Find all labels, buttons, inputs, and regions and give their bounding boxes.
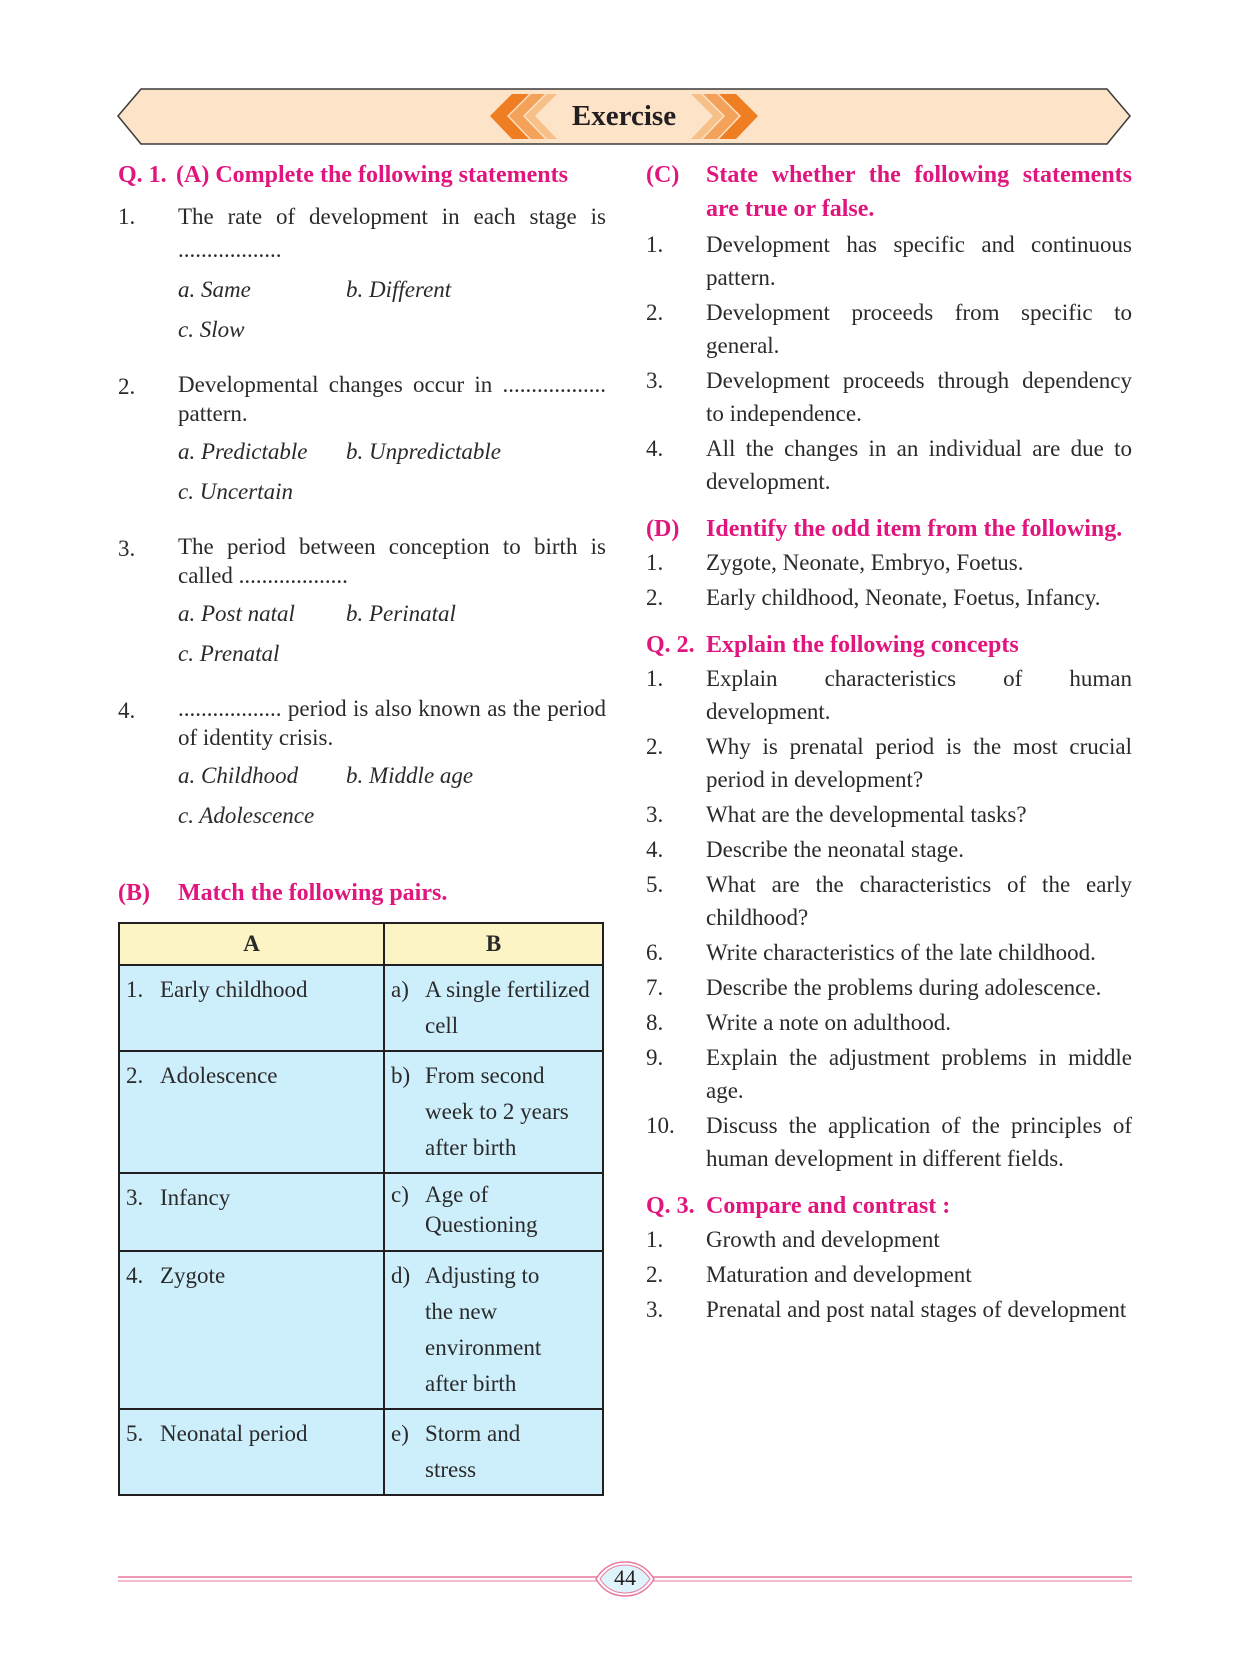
list-item: [646, 1006, 1132, 1039]
item-number: 1.: [646, 1227, 664, 1252]
q3-heading: [646, 1189, 1132, 1223]
item-number: 6.: [646, 940, 664, 965]
item-text: Early childhood, Neonate, Foetus, Infancy.: [706, 585, 1101, 610]
q2-label: Q. 2.: [646, 632, 695, 658]
option-a: a. Childhood: [178, 763, 299, 788]
partc-heading: [646, 158, 1132, 226]
item-number: 8.: [646, 1010, 664, 1035]
item-number: 9.: [646, 1045, 664, 1070]
b-text: Adjusting to the new environment after birth: [425, 1263, 542, 1396]
option-c: c. Uncertain: [178, 479, 293, 504]
partd-heading-text: Identify the odd item from the following.: [706, 516, 1123, 542]
left-column: [118, 158, 606, 1496]
table-row: [119, 1251, 603, 1409]
item-number: 2.: [646, 734, 664, 759]
item-text: Maturation and development: [706, 1262, 972, 1287]
item-number: 2.: [646, 1262, 664, 1287]
page-number: 44: [614, 1565, 636, 1590]
b-number: d): [391, 1263, 411, 1288]
match-table: [118, 922, 604, 1496]
item-number: 2.: [646, 300, 664, 325]
item-number: 7.: [646, 975, 664, 1000]
item-text: Describe the problems during adolescence.: [706, 975, 1102, 1000]
item-text: What are the developmental tasks?: [706, 802, 1027, 827]
b-number: c): [391, 1182, 409, 1207]
b-number: e): [391, 1421, 409, 1446]
item-number: 1.: [118, 204, 136, 229]
list-item: [646, 971, 1132, 1004]
item-text: Development proceeds through dependency to independence.: [706, 368, 1132, 426]
list-item: [646, 868, 1132, 934]
q1-heading-text: (A) Complete the following statements: [176, 162, 568, 188]
list-item: [646, 364, 1132, 430]
item-text: Explain the adjustment problems in middle age.: [706, 1045, 1132, 1103]
question-item: [118, 200, 606, 350]
a-number: 1.: [126, 977, 144, 1002]
table-header-row: [119, 923, 603, 965]
exercise-banner: [117, 88, 1131, 145]
match-heading-text: Match the following pairs.: [178, 880, 448, 906]
list-item: [646, 1293, 1132, 1326]
item-text: Growth and development: [706, 1227, 940, 1252]
list-item: [646, 730, 1132, 796]
q2-heading-text: Explain the following concepts: [706, 632, 1019, 658]
question-item: [118, 532, 606, 674]
option-c: c. Prenatal: [178, 641, 280, 666]
option-a: a. Predictable: [178, 439, 308, 464]
a-text: Zygote: [160, 1263, 226, 1288]
item-text: .................. period is also known as the period of identity crisis.: [178, 696, 606, 750]
option-b: b. Different: [346, 277, 452, 302]
item-number: 2.: [118, 374, 136, 399]
item-text: Zygote, Neonate, Embryo, Foetus.: [706, 550, 1024, 575]
item-number: 1.: [646, 232, 664, 257]
partd-heading: [646, 512, 1132, 546]
item-number: 4.: [646, 837, 664, 862]
right-column: [646, 158, 1132, 1328]
item-number: 3.: [646, 368, 664, 393]
item-text: Why is prenatal period is the most crucial period in development?: [706, 734, 1132, 792]
option-a: a. Same: [178, 277, 251, 302]
item-text: Explain characteristics of human development.: [706, 666, 1132, 724]
a-number: 3.: [126, 1185, 144, 1210]
a-number: 4.: [126, 1263, 144, 1288]
item-text: Describe the neonatal stage.: [706, 837, 964, 862]
partc-label: (C): [646, 162, 680, 188]
list-item: [646, 1258, 1132, 1291]
item-number: 3.: [646, 1297, 664, 1322]
option-a: a. Post natal: [178, 601, 295, 626]
question-item: [118, 694, 606, 836]
q1-heading: [118, 158, 606, 192]
q1-number: Q. 1.: [118, 162, 167, 188]
list-item: [646, 432, 1132, 498]
item-number: 3.: [646, 802, 664, 827]
a-text: Neonatal period: [160, 1421, 308, 1446]
column-a-header: A: [119, 923, 384, 965]
item-number: 3.: [118, 536, 136, 561]
question-item: [118, 370, 606, 512]
list-item: [646, 936, 1132, 969]
a-text: Early childhood: [160, 977, 308, 1002]
item-number: 2.: [646, 585, 664, 610]
item-text: All the changes in an individual are due to development.: [706, 436, 1132, 494]
list-item: [646, 296, 1132, 362]
a-number: 5.: [126, 1421, 144, 1446]
b-text: Age of Questioning: [425, 1182, 538, 1237]
item-text: Developmental changes occur in .................. pattern.: [178, 372, 606, 426]
list-item: [646, 798, 1132, 831]
list-item: [646, 1041, 1132, 1107]
q3-heading-text: Compare and contrast :: [706, 1193, 951, 1219]
option-b: b. Perinatal: [346, 601, 456, 626]
item-text: The period between conception to birth is called ...................: [178, 534, 606, 588]
option-c: c. Slow: [178, 317, 245, 342]
partd-label: (D): [646, 516, 680, 542]
a-number: 2.: [126, 1063, 144, 1088]
list-item: [646, 662, 1132, 728]
a-text: Adolescence: [160, 1063, 278, 1088]
partc-heading-text: State whether the following statements are true or false.: [706, 162, 1132, 222]
column-b-header: B: [384, 923, 603, 965]
item-number: 4.: [118, 698, 136, 723]
list-item: [646, 581, 1132, 614]
q2-heading: [646, 628, 1132, 662]
b-text: A single fertilized cell: [425, 977, 590, 1038]
b-number: a): [391, 977, 409, 1002]
item-text: What are the characteristics of the early childhood?: [706, 872, 1132, 930]
b-text: Storm and stress: [425, 1421, 521, 1482]
item-text: Prenatal and post natal stages of development: [706, 1297, 1127, 1322]
page-title: Exercise: [571, 100, 677, 132]
b-number: b): [391, 1063, 411, 1088]
item-text: Write a note on adulthood.: [706, 1010, 951, 1035]
table-row: [119, 1409, 603, 1495]
option-c: c. Adolescence: [178, 803, 315, 828]
table-row: [119, 965, 603, 1051]
item-text: The rate of development in each stage is ..................: [178, 204, 606, 262]
list-item: [646, 546, 1132, 579]
page-footer: [118, 1558, 1132, 1598]
item-text: Development proceeds from specific to general.: [706, 300, 1132, 358]
item-number: 10.: [646, 1113, 675, 1138]
b-text: From second week to 2 years after birth: [425, 1063, 569, 1160]
match-label: (B): [118, 880, 150, 906]
item-text: Discuss the application of the principles of human development in different fields.: [706, 1113, 1132, 1171]
item-number: 1.: [646, 666, 664, 691]
a-text: Infancy: [160, 1185, 231, 1210]
item-number: 5.: [646, 872, 664, 897]
item-text: Development has specific and continuous pattern.: [706, 232, 1132, 290]
item-text: Write characteristics of the late childhood.: [706, 940, 1096, 965]
list-item: [646, 1109, 1132, 1175]
item-number: 1.: [646, 550, 664, 575]
list-item: [646, 833, 1132, 866]
q3-label: Q. 3.: [646, 1193, 695, 1219]
item-number: 4.: [646, 436, 664, 461]
option-b: b. Unpredictable: [346, 439, 502, 464]
match-heading: [118, 876, 606, 910]
table-row: [119, 1051, 603, 1173]
list-item: [646, 228, 1132, 294]
list-item: [646, 1223, 1132, 1256]
option-b: b. Middle age: [346, 763, 474, 788]
table-row: [119, 1173, 603, 1251]
